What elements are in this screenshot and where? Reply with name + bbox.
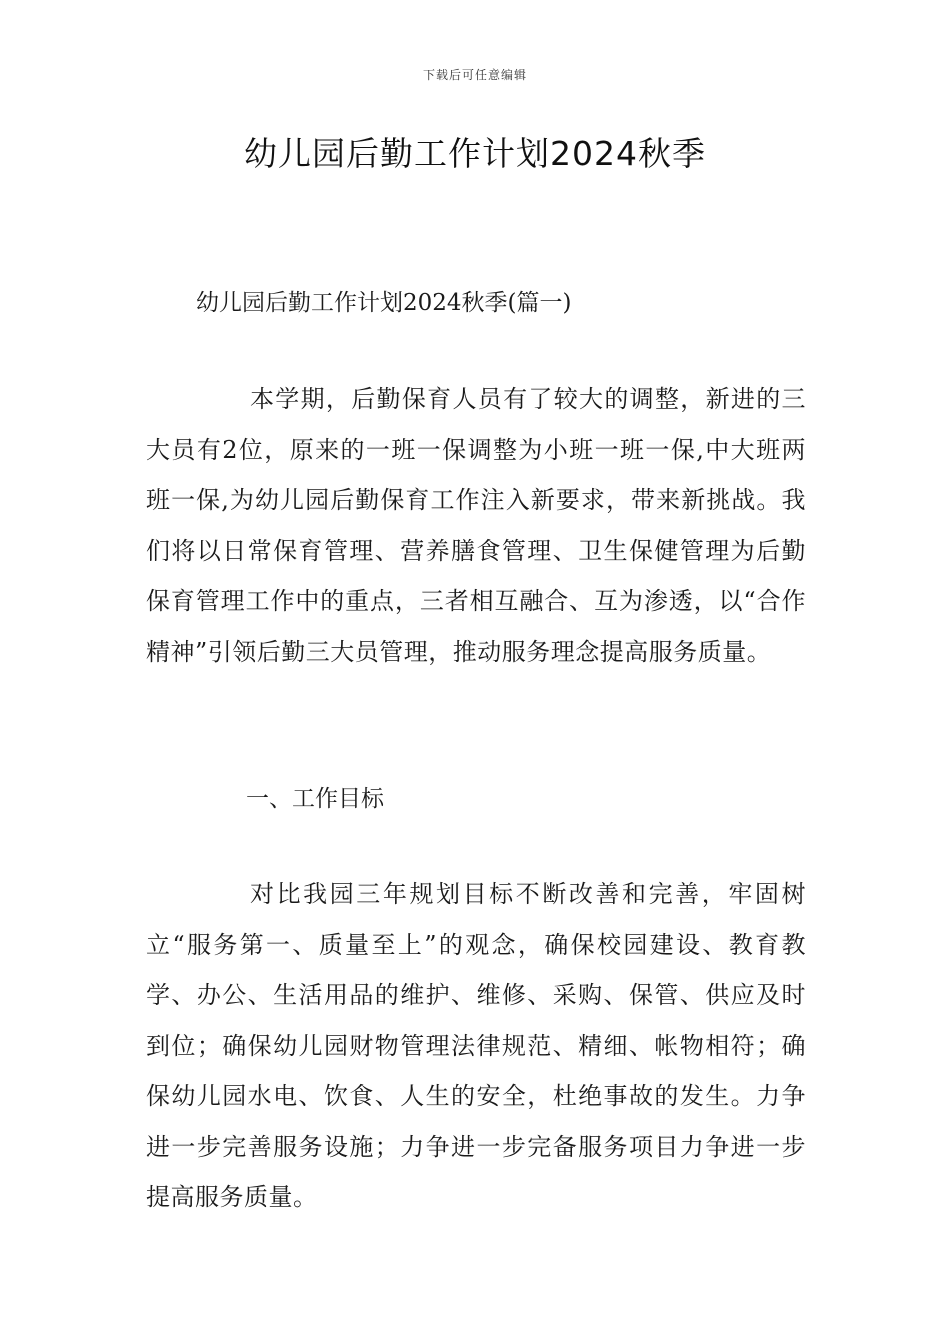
section-title: 幼儿园后勤工作计划2024秋季(篇一)	[196, 290, 572, 316]
intro-paragraph: 本学期，后勤保育人员有了较大的调整，新进的三大员有2位，原来的一班一保调整为小班一班一保,中大班两班一保,为幼儿园后勤保育工作注入新要求，带来新挑战。我们将以日常保育管理、营养膳食管理、卫生保健管理为后勤保育管理工作中的重点，三者相互融合、互为渗透，以“合作精神”引领后勤三大员管理，推动服务理念提高服务质量。	[146, 385, 806, 666]
goals-paragraph: 对比我园三年规划目标不断改善和完善，牢固树立“服务第一、质量至上”的观念，确保校园建设、教育教学、办公、生活用品的维护、维修、采购、保管、供应及时到位；确保幼儿园财物管理法律规范、精细、帐物相符；确保幼儿园水电、饮食、人生的安全，杜绝事故的发生。力争进一步完善服务设施；力争进一步完备服务项目力争进一步提高服务质量。	[146, 880, 806, 1211]
document-title: 幼儿园后勤工作计划2024秋季	[244, 134, 706, 173]
subheading-work-goals: 一、工作目标	[246, 786, 384, 812]
header-note: 下载后可任意编辑	[422, 68, 527, 82]
